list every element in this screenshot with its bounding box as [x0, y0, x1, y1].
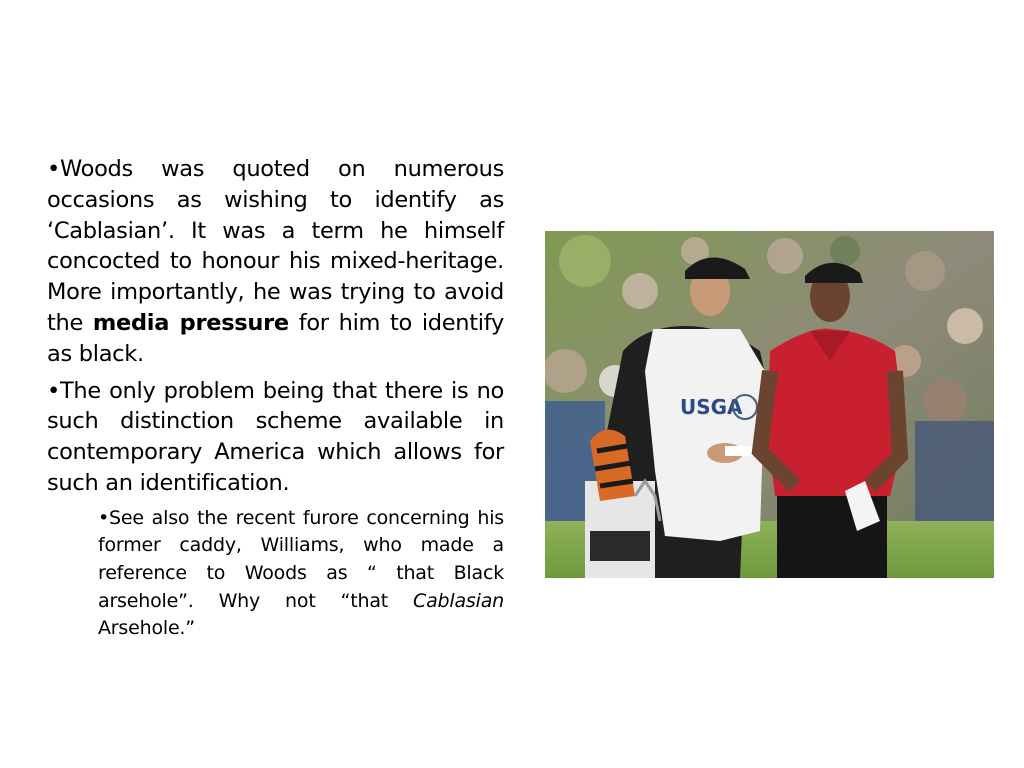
bullet-text: The only problem being that there is no such distinction scheme available in contemporary America which allows for such an identification.	[47, 377, 504, 496]
bullet-woods-cablasian	[47, 154, 504, 370]
bold-phrase: media pressure	[92, 309, 289, 336]
bullet-marker: •	[47, 377, 60, 404]
bullet-text-end: Arsehole.”	[98, 617, 195, 640]
bullet-text: Woods was quoted on numerous occasions as wishing to identify as ‘Cablasian’. It was a term he himself concocted to honour his mixed-heritage. More importantly, he was trying to avoid the	[47, 156, 504, 336]
golf-photo-illustration	[545, 231, 994, 578]
bullet-text: See also the recent furore concerning his former caddy, Williams, who made a reference to Woods as “ that Black arsehole”. Why not “that	[98, 506, 504, 612]
bullet-text-block	[47, 154, 504, 643]
bullet-marker: •	[98, 506, 110, 529]
usga-logo-text: USGA	[680, 395, 743, 419]
sub-bullet-caddy	[47, 505, 504, 643]
bullet-no-distinction	[47, 376, 504, 499]
bullet-text-end: for him to identify as black.	[47, 309, 504, 367]
italic-phrase: Cablasian	[413, 589, 504, 612]
golf-photo	[545, 231, 994, 578]
bullet-marker: •	[47, 156, 60, 182]
